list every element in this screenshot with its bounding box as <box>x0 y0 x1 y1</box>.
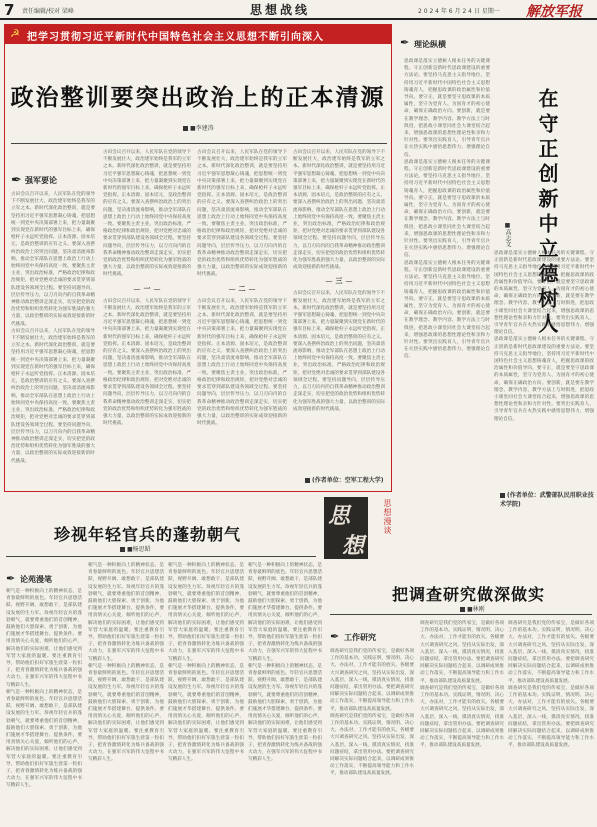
feature-banner <box>5 25 391 44</box>
party-emblem-icon: ☭ <box>10 27 20 40</box>
right-column-2 <box>494 250 594 488</box>
bottom-left-section: 论苑漫笔 <box>20 575 52 584</box>
right-article-credit: (作者单位：武警部队民用职业技术学院) <box>500 490 597 508</box>
article-text: 调查研究是我们党的传家宝，是做好各项工作的基本功。实践证明，情况明、决心大、办法对，工作才能有的放矢。各级要大兴调查研究之风，坚持从实际出发，深入基层、深入一线，摸清真实情况，找准问题症结，拿出管用办法。要把调查研究同解决实际问题结合起来，以调研成果推动工作落实，不断提高领导能力和工作水平，推动部队建设高质量发展。 <box>508 685 594 749</box>
bottom-left-column-4 <box>248 562 322 822</box>
calligraphy-image <box>324 497 368 559</box>
column-name: 思想战线 <box>250 3 311 17</box>
article-text: 古田会议召开以来，人民军队在党的领导下不断发展壮大，政治建军始终是我军的立军之本。新时代深化政治整训，就是要坚持用习近平强军思想凝心铸魂，把思想统一到党中央决策部署上来，把力量凝聚到实现党在新时代的强军目标上来，确保枪杆子永远听党指挥。正本清源、固本培元，是政治整训的应有之义。要深入查摆纠治政治上的突出问题，坚决肃清流毒影响，推动全军部队在思想上政治上行动上始终同党中央保持高度一致。要聚焦主责主业，突出政治标准，严格政治纪律和政治规矩，把对党绝对忠诚的要求贯穿到部队建设各领域全过程。要坚持问题导向，层层传导压力，以刀刃向内的自我革命精神推动政治整训走深走实，切实把党的政治优势和组织优势转化为强军胜战的强大力量，以政治整训的实际成效迎接新的时代挑战。 <box>103 298 191 427</box>
divider <box>6 556 316 557</box>
pen-icon: ✒ <box>6 572 16 585</box>
article-text: 调查研究是我们党的传家宝，是做好各项工作的基本功。实践证明，情况明、决心大、办法对，工作才能有的放矢。各级要大兴调查研究之风，坚持从实际出发，深入基层、深入一线，摸清真实情况，找准问题症结，拿出管用办法。要把调查研究同解决实际问题结合起来，以调研成果推动工作落实，不断提高领导能力和工作水平，推动部队建设高质量发展。 <box>330 713 414 777</box>
article-text: 朝气是一种积极向上的精神状态，是青春最鲜明的底色。年轻官兵思想活跃、视野开阔、敢想敢干，是部队建设发展的生力军。珍视年轻官兵的蓬勃朝气，就要尊重他们的首创精神，鼓励他们大胆探索、勇于创新，为他们施展才华搭建舞台、提供条件。要用真情关心关爱，倾听他们的心声，解决他们的实际困难，让他们感受到军营大家庭的温暖。要注重教育引导，帮助他们扣好军旅生涯第一粒扣子，把青春激情转化为练兵备战的强大动力，在强军兴军的伟大征程中书写精彩人生。 <box>88 663 164 763</box>
article-text: 朝气是一种积极向上的精神状态，是青春最鲜明的底色。年轻官兵思想活跃、视野开阔、敢想敢干，是部队建设发展的生力军。珍视年轻官兵的蓬勃朝气，就要尊重他们的首创精神，鼓励他们大胆探索、勇于创新，为他们施展才华搭建舞台、提供条件。要用真情关心关爱，倾听他们的心声，解决他们的实际困难，让他们感受到军营大家庭的温暖。要注重教育引导，帮助他们扣好军旅生涯第一粒扣子，把青春激情转化为练兵备战的强大动力，在强军兴军的伟大征程中书写精彩人生。 <box>88 563 164 662</box>
bottom-left-column-2 <box>88 562 164 822</box>
page-header <box>0 0 597 20</box>
bottom-right-section: 工作研究 <box>344 633 376 642</box>
pen-icon: ✒ <box>400 36 410 49</box>
feature-column-3 <box>197 149 287 485</box>
article-text: 朝气是一种积极向上的精神状态，是青春最鲜明的底色。年轻官兵思想活跃、视野开阔、敢想敢干，是部队建设发展的生力军。珍视年轻官兵的蓬勃朝气，就要尊重他们的首创精神，鼓励他们大胆探索、勇于创新，为他们施展才华搭建舞台、提供条件。要用真情关心关爱，倾听他们的心声，解决他们的实际困难，让他们感受到军营大家庭的温暖。要注重教育引导，帮助他们扣好军旅生涯第一粒扣子，把青春激情转化为练兵备战的强大动力，在强军兴军的伟大征程中书写精彩人生。 <box>248 663 322 763</box>
feature-credit: (作者单位：空军工程大学) <box>305 475 384 484</box>
article-text: 思政课是落实立德树人根本任务的关键课程。守正创新是新时代思政课建设的重要方法论。要坚持马克思主义指导地位，坚持用习近平新时代中国特色社会主义思想铸魂育人，把握思政课的政治属性和价值导向。要守正，就是要坚守思政课的本质属性，坚守为党育人、为国育才的初心使命，确保正确政治方向。要创新，就是要在教学理念、教学内容、教学方法上与时俱进，把思政小课堂同社会大课堂结合起来，增强思政课的思想性理论性和亲和力针对性。要突出实践育人，引导青年官兵在火热实践中感悟思想伟力、增强理论自信。 <box>404 159 490 259</box>
article-text: 思政课是落实立德树人根本任务的关键课程。守正创新是新时代思政课建设的重要方法论。要坚持马克思主义指导地位，坚持用习近平新时代中国特色社会主义思想铸魂育人，把握思政课的政治属性和价值导向。要守正，就是要坚守思政课的本质属性，坚守为党育人、为国育才的初心使命，确保正确政治方向。要创新，就是要在教学理念、教学内容、教学方法上与时俱进，把思政小课堂同社会大课堂结合起来，增强思政课的思想性理论性和亲和力针对性。要突出实践育人，引导青年官兵在火热实践中感悟思想伟力、增强理论自信。 <box>494 251 594 336</box>
article-text: 思政课是落实立德树人根本任务的关键课程。守正创新是新时代思政课建设的重要方法论。要坚持马克思主义指导地位，坚持用习近平新时代中国特色社会主义思想铸魂育人，把握思政课的政治属性和价值导向。要守正，就是要坚守思政课的本质属性，坚守为党育人、为国育才的初心使命，确保正确政治方向。要创新，就是要在教学理念、教学内容、教学方法上与时俱进，把思政小课堂同社会大课堂结合起来，增强思政课的思想性理论性和亲和力针对性。要突出实践育人，引导青年官兵在火热实践中感悟思想伟力、增强理论自信。 <box>494 337 594 422</box>
bottom-left-column-1 <box>6 588 82 822</box>
calligraphy-caption: 思想漫谈 <box>383 499 392 535</box>
right-article-title: 在守正创新中立德树人 <box>535 88 559 338</box>
feature-article <box>4 24 392 492</box>
sidebar-title: 强军要论 <box>25 176 57 185</box>
article-text: 古田会议召开以来，人民军队在党的领导下不断发展壮大，政治建军始终是我军的立军之本。新时代深化政治整训，就是要坚持用习近平强军思想凝心铸魂，把思想统一到党中央决策部署上来，把力量凝聚到实现党在新时代的强军目标上来，确保枪杆子永远听党指挥。正本清源、固本培元，是政治整训的应有之义。要深入查摆纠治政治上的突出问题，坚决肃清流毒影响，推动全军部队在思想上政治上行动上始终同党中央保持高度一致。要聚焦主责主业，突出政治标准，严格政治纪律和政治规矩，把对党绝对忠诚的要求贯穿到部队建设各领域全过程。要坚持问题导向，层层传导压力，以刀刃向内的自我革命精神推动政治整训走深走实，切实把党的政治优势和组织优势转化为强军胜战的强大力量，以政治整训的实际成效迎接新的时代挑战。 <box>197 298 287 427</box>
pen-icon: ✒ <box>11 173 22 188</box>
article-text: 思政课是落实立德树人根本任务的关键课程。守正创新是新时代思政课建设的重要方法论。要坚持马克思主义指导地位，坚持用习近平新时代中国特色社会主义思想铸魂育人，把握思政课的政治属性和价值导向。要守正，就是要坚守思政课的本质属性，坚守为党育人、为国育才的初心使命，确保正确政治方向。要创新，就是要在教学理念、教学内容、教学方法上与时俱进，把思政小课堂同社会大课堂结合起来，增强思政课的思想性理论性和亲和力针对性。要突出实践育人，引导青年官兵在火热实践中感悟思想伟力、增强理论自信。 <box>404 59 490 158</box>
right-column-1 <box>404 58 490 488</box>
feature-title: 政治整训要突出政治上的正本清源 <box>10 84 386 111</box>
banner-text: 把学习贯彻习近平新时代中国特色社会主义思想不断引向深入 <box>27 32 324 43</box>
section-numeral: — 二 — <box>197 284 287 294</box>
divider <box>330 614 592 615</box>
bottom-right-column-1 <box>330 648 414 822</box>
divider <box>11 143 387 144</box>
article-text: 朝气是一种积极向上的精神状态，是青春最鲜明的底色。年轻官兵思想活跃、视野开阔、敢想敢干，是部队建设发展的生力军。珍视年轻官兵的蓬勃朝气，就要尊重他们的首创精神，鼓励他们大胆探索、勇于创新，为他们施展才华搭建舞台、提供条件。要用真情关心关爱，倾听他们的心声，解决他们的实际困难，让他们感受到军营大家庭的温暖。要注重教育引导，帮助他们扣好军旅生涯第一粒扣子，把青春激情转化为练兵备战的强大动力，在强军兴军的伟大征程中书写精彩人生。 <box>6 589 82 688</box>
calligraphy-char: 想 <box>342 533 365 559</box>
feature-byline: ■李建涛 <box>183 123 214 132</box>
right-section-title: 理论纵横 <box>414 40 446 49</box>
section-numeral: — 一 — <box>103 284 191 294</box>
article-text: 朝气是一种积极向上的精神状态，是青春最鲜明的底色。年轻官兵思想活跃、视野开阔、敢想敢干，是部队建设发展的生力军。珍视年轻官兵的蓬勃朝气，就要尊重他们的首创精神，鼓励他们大胆探索、勇于创新，为他们施展才华搭建舞台、提供条件。要用真情关心关爱，倾听他们的心声，解决他们的实际困难，让他们感受到军营大家庭的温暖。要注重教育引导，帮助他们扣好军旅生涯第一粒扣子，把青春激情转化为练兵备战的强大动力，在强军兴军的伟大征程中书写精彩人生。 <box>6 689 82 789</box>
article-text: 古田会议召开以来，人民军队在党的领导下不断发展壮大，政治建军始终是我军的立军之本。新时代深化政治整训，就是要坚持用习近平强军思想凝心铸魂，把思想统一到党中央决策部署上来，把力量凝聚到实现党在新时代的强军目标上来，确保枪杆子永远听党指挥。正本清源、固本培元，是政治整训的应有之义。要深入查摆纠治政治上的突出问题，坚决肃清流毒影响，推动全军部队在思想上政治上行动上始终同党中央保持高度一致。要聚焦主责主业，突出政治标准，严格政治纪律和政治规矩，把对党绝对忠诚的要求贯穿到部队建设各领域全过程。要坚持问题导向，层层传导压力，以刀刃向内的自我革命精神推动政治整训走深走实，切实把党的政治优势和组织优势转化为强军胜战的强大力量，以政治整训的实际成效迎接新的时代挑战。 <box>293 291 385 412</box>
article-text: 调查研究是我们党的传家宝，是做好各项工作的基本功。实践证明，情况明、决心大、办法对，工作才能有的放矢。各级要大兴调查研究之风，坚持从实际出发，深入基层、深入一线，摸清真实情况，找准问题症结，拿出管用办法。要把调查研究同解决实际问题结合起来，以调研成果推动工作落实，不断提高领导能力和工作水平，推动部队建设高质量发展。 <box>420 685 504 749</box>
article-text: 古田会议召开以来，人民军队在党的领导下不断发展壮大，政治建军始终是我军的立军之本。新时代深化政治整训，就是要坚持用习近平强军思想凝心铸魂，把思想统一到党中央决策部署上来，把力量凝聚到实现党在新时代的强军目标上来，确保枪杆子永远听党指挥。正本清源、固本培元，是政治整训的应有之义。要深入查摆纠治政治上的突出问题，坚决肃清流毒影响，推动全军部队在思想上政治上行动上始终同党中央保持高度一致。要聚焦主责主业，突出政治标准，严格政治纪律和政治规矩，把对党绝对忠诚的要求贯穿到部队建设各领域全过程。要坚持问题导向，层层传导压力，以刀刃向内的自我革命精神推动政治整训走深走实，切实把党的政治优势和组织优势转化为强军胜战的强大力量，以政治整训的实际成效迎接新的时代挑战。 <box>103 150 191 278</box>
bottom-left-title: 珍视年轻官兵的蓬勃朝气 <box>54 525 242 544</box>
bottom-left-column-3 <box>168 562 244 822</box>
article-text: 调查研究是我们党的传家宝，是做好各项工作的基本功。实践证明，情况明、决心大、办法对，工作才能有的放矢。各级要大兴调查研究之风，坚持从实际出发，深入基层、深入一线，摸清真实情况，找准问题症结，拿出管用办法。要把调查研究同解决实际问题结合起来，以调研成果推动工作落实，不断提高领导能力和工作水平，推动部队建设高质量发展。 <box>508 621 594 684</box>
calligraphy-char: 思 <box>328 503 351 529</box>
article-text: 调查研究是我们党的传家宝，是做好各项工作的基本功。实践证明，情况明、决心大、办法对，工作才能有的放矢。各级要大兴调查研究之风，坚持从实际出发，深入基层、深入一线，摸清真实情况，找准问题症结，拿出管用办法。要把调查研究同解决实际问题结合起来，以调研成果推动工作落实，不断提高领导能力和工作水平，推动部队建设高质量发展。 <box>420 621 504 684</box>
feature-column-1 <box>11 191 95 485</box>
bottom-right-column-3 <box>508 620 594 822</box>
article-text: 古田会议召开以来，人民军队在党的领导下不断发展壮大，政治建军始终是我军的立军之本。新时代深化政治整训，就是要坚持用习近平强军思想凝心铸魂，把思想统一到党中央决策部署上来，把力量凝聚到实现党在新时代的强军目标上来，确保枪杆子永远听党指挥。正本清源、固本培元，是政治整训的应有之义。要深入查摆纠治政治上的突出问题，坚决肃清流毒影响，推动全军部队在思想上政治上行动上始终同党中央保持高度一致。要聚焦主责主业，突出政治标准，严格政治纪律和政治规矩，把对党绝对忠诚的要求贯穿到部队建设各领域全过程。要坚持问题导向，层层传导压力，以刀刃向内的自我革命精神推动政治整训走深走实，切实把党的政治优势和组织优势转化为强军胜战的强大力量，以政治整训的实际成效迎接新的时代挑战。 <box>197 150 287 278</box>
sidebar-heading <box>11 173 91 187</box>
newspaper-logo: 解放军报 <box>526 4 582 20</box>
section-numeral: — 三 — <box>293 276 385 286</box>
bottom-left-author: ■杨思昭 <box>120 544 151 553</box>
bottom-right-column-2 <box>420 620 504 822</box>
article-text: 调查研究是我们党的传家宝，是做好各项工作的基本功。实践证明，情况明、决心大、办法对，工作才能有的放矢。各级要大兴调查研究之风，坚持从实际出发，深入基层、深入一线，摸清真实情况，找准问题症结，拿出管用办法。要把调查研究同解决实际问题结合起来，以调研成果推动工作落实，不断提高领导能力和工作水平，推动部队建设高质量发展。 <box>330 649 414 712</box>
editor-credits: 责任编辑/校对 梁峰 <box>22 8 74 15</box>
article-text: 朝气是一种积极向上的精神状态，是青春最鲜明的底色。年轻官兵思想活跃、视野开阔、敢想敢干，是部队建设发展的生力军。珍视年轻官兵的蓬勃朝气，就要尊重他们的首创精神，鼓励他们大胆探索、勇于创新，为他们施展才华搭建舞台、提供条件。要用真情关心关爱，倾听他们的心声，解决他们的实际困难，让他们感受到军营大家庭的温暖。要注重教育引导，帮助他们扣好军旅生涯第一粒扣子，把青春激情转化为练兵备战的强大动力，在强军兴军的伟大征程中书写精彩人生。 <box>248 563 322 662</box>
right-article-author: ■高志文 <box>504 222 511 247</box>
article-text: 朝气是一种积极向上的精神状态，是青春最鲜明的底色。年轻官兵思想活跃、视野开阔、敢想敢干，是部队建设发展的生力军。珍视年轻官兵的蓬勃朝气，就要尊重他们的首创精神，鼓励他们大胆探索、勇于创新，为他们施展才华搭建舞台、提供条件。要用真情关心关爱，倾听他们的心声，解决他们的实际困难，让他们感受到军营大家庭的温暖。要注重教育引导，帮助他们扣好军旅生涯第一粒扣子，把青春激情转化为练兵备战的强大动力，在强军兴军的伟大征程中书写精彩人生。 <box>168 663 244 763</box>
article-text: 古田会议召开以来，人民军队在党的领导下不断发展壮大，政治建军始终是我军的立军之本。新时代深化政治整训，就是要坚持用习近平强军思想凝心铸魂，把思想统一到党中央决策部署上来，把力量凝聚到实现党在新时代的强军目标上来，确保枪杆子永远听党指挥。正本清源、固本培元，是政治整训的应有之义。要深入查摆纠治政治上的突出问题，坚决肃清流毒影响，推动全军部队在思想上政治上行动上始终同党中央保持高度一致。要聚焦主责主业，突出政治标准，严格政治纪律和政治规矩，把对党绝对忠诚的要求贯穿到部队建设各领域全过程。要坚持问题导向，层层传导压力，以刀刃向内的自我革命精神推动政治整训走深走实，切实把党的政治优势和组织优势转化为强军胜战的强大力量，以政治整训的实际成效迎接新的时代挑战。 <box>293 150 385 271</box>
feature-column-2 <box>103 149 191 485</box>
pen-icon: ✒ <box>330 630 340 643</box>
article-text: 思政课是落实立德树人根本任务的关键课程。守正创新是新时代思政课建设的重要方法论。要坚持马克思主义指导地位，坚持用习近平新时代中国特色社会主义思想铸魂育人，把握思政课的政治属性和价值导向。要守正，就是要坚守思政课的本质属性，坚守为党育人、为国育才的初心使命，确保正确政治方向。要创新，就是要在教学理念、教学内容、教学方法上与时俱进，把思政小课堂同社会大课堂结合起来，增强思政课的思想性理论性和亲和力针对性。要突出实践育人，引导青年官兵在火热实践中感悟思想伟力、增强理论自信。 <box>404 260 490 360</box>
article-text: 古田会议召开以来，人民军队在党的领导下不断发展壮大，政治建军始终是我军的立军之本。新时代深化政治整训，就是要坚持用习近平强军思想凝心铸魂，把思想统一到党中央决策部署上来，把力量凝聚到实现党在新时代的强军目标上来，确保枪杆子永远听党指挥。正本清源、固本培元，是政治整训的应有之义。要深入查摆纠治政治上的突出问题，坚决肃清流毒影响，推动全军部队在思想上政治上行动上始终同党中央保持高度一致。要聚焦主责主业，突出政治标准，严格政治纪律和政治规矩，把对党绝对忠诚的要求贯穿到部队建设各领域全过程。要坚持问题导向，层层传导压力，以刀刃向内的自我革命精神推动政治整训走深走实，切实把党的政治优势和组织优势转化为强军胜战的强大力量，以政治整训的实际成效迎接新的时代挑战。 <box>11 192 95 327</box>
feature-column-4 <box>293 149 385 471</box>
bottom-right-author: ■林刚 <box>460 604 485 613</box>
bottom-right-title: 把调查研究做深做实 <box>392 585 546 604</box>
page-number: 7 <box>4 1 15 19</box>
article-text: 朝气是一种积极向上的精神状态，是青春最鲜明的底色。年轻官兵思想活跃、视野开阔、敢想敢干，是部队建设发展的生力军。珍视年轻官兵的蓬勃朝气，就要尊重他们的首创精神，鼓励他们大胆探索、勇于创新，为他们施展才华搭建舞台、提供条件。要用真情关心关爱，倾听他们的心声，解决他们的实际困难，让他们感受到军营大家庭的温暖。要注重教育引导，帮助他们扣好军旅生涯第一粒扣子，把青春激情转化为练兵备战的强大动力，在强军兴军的伟大征程中书写精彩人生。 <box>168 563 244 662</box>
article-text: 古田会议召开以来，人民军队在党的领导下不断发展壮大，政治建军始终是我军的立军之本。新时代深化政治整训，就是要坚持用习近平强军思想凝心铸魂，把思想统一到党中央决策部署上来，把力量凝聚到实现党在新时代的强军目标上来，确保枪杆子永远听党指挥。正本清源、固本培元，是政治整训的应有之义。要深入查摆纠治政治上的突出问题，坚决肃清流毒影响，推动全军部队在思想上政治上行动上始终同党中央保持高度一致。要聚焦主责主业，突出政治标准，严格政治纪律和政治规矩，把对党绝对忠诚的要求贯穿到部队建设各领域全过程。要坚持问题导向，层层传导压力，以刀刃向内的自我革命精神推动政治整训走深走实，切实把党的政治优势和组织优势转化为强军胜战的强大力量，以政治整训的实际成效迎接新的时代挑战。 <box>11 328 95 464</box>
issue-date: 2 0 2 4 年 6 月 2 4 日 星期一 <box>418 8 500 15</box>
